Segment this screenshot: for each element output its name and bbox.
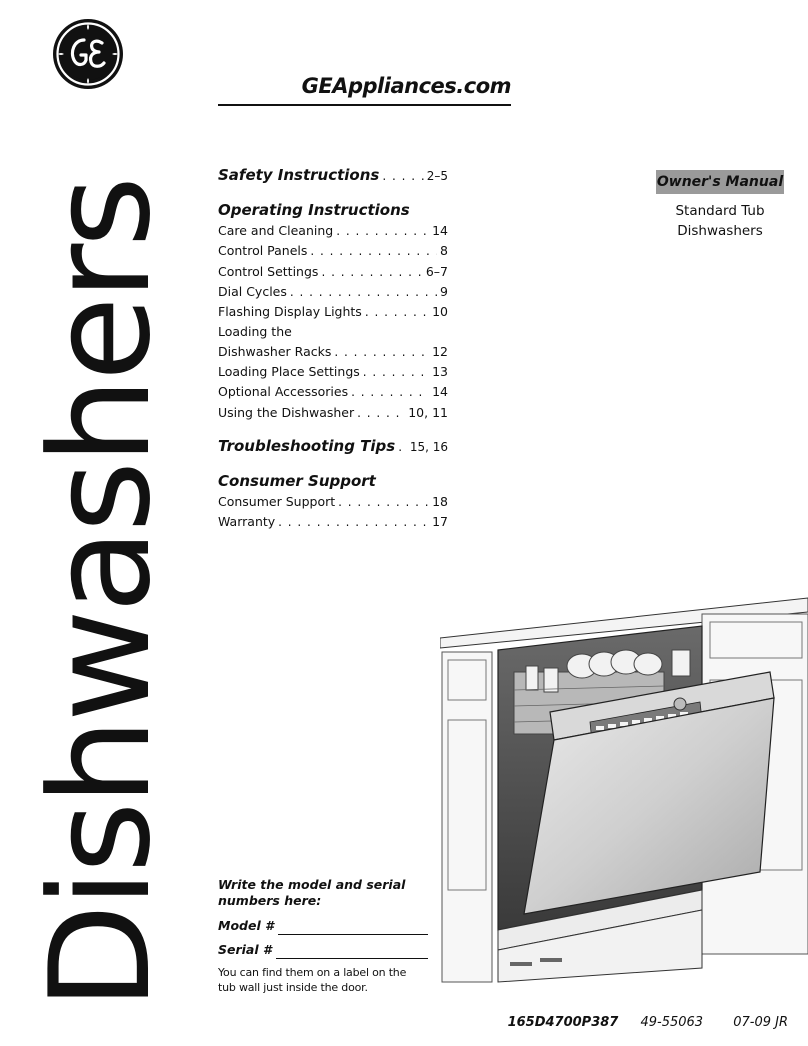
table-of-contents [218, 164, 448, 545]
toc-item-label: Warranty [218, 514, 276, 530]
toc-item[interactable] [218, 262, 448, 282]
manual-subtitle-line: Standard Tub [675, 203, 765, 219]
toc-item-label: Control Settings [218, 263, 319, 279]
toc-page-number: 12 [432, 343, 448, 359]
serial-number-field[interactable] [276, 944, 428, 959]
model-serial-record [218, 877, 428, 995]
record-note-line: You can find them on a label on the [218, 966, 407, 979]
toc-section-safety [218, 164, 448, 187]
toc-page-number: 13 [432, 364, 448, 380]
toc-item[interactable] [218, 492, 448, 512]
toc-item-label: Using the Dishwasher [218, 404, 355, 420]
toc-leader [338, 493, 429, 512]
toc-leader [363, 363, 429, 382]
toc-page-number: 10, 11 [408, 404, 448, 420]
toc-page-number: 17 [432, 514, 448, 530]
record-heading [218, 877, 428, 909]
ge-monogram-icon [52, 18, 124, 90]
toc-page-number: 9 [440, 283, 448, 299]
toc-item[interactable] [218, 512, 448, 532]
toc-item[interactable] [218, 221, 448, 241]
publication-number: 49-55063 [640, 1015, 704, 1030]
toc-page-number: 15, 16 [409, 439, 448, 454]
toc-page-number: 14 [432, 384, 448, 400]
toc-section-troubleshooting [218, 435, 448, 458]
toc-leader [334, 343, 429, 362]
model-number-field[interactable] [278, 920, 428, 935]
toc-item[interactable] [218, 362, 448, 382]
model-number-label: Model # [218, 918, 274, 933]
toc-section-operating [218, 199, 448, 423]
record-note-line: tub wall just inside the door. [218, 981, 368, 994]
toc-item-label: Consumer Support [218, 493, 336, 509]
document-title: Dishwashers [20, 179, 181, 1010]
header-rule [218, 104, 511, 106]
record-note [218, 965, 428, 995]
toc-leader [382, 165, 423, 187]
toc-leader [321, 263, 422, 282]
toc-leader [351, 383, 429, 402]
toc-item-label: Dial Cycles [218, 283, 287, 299]
toc-item[interactable] [218, 302, 448, 322]
footer-codes [508, 1015, 788, 1030]
toc-item-label-continued[interactable]: Loading the [218, 324, 292, 340]
toc-leader [398, 436, 407, 458]
toc-page-number: 2–5 [426, 169, 448, 183]
toc-leader [290, 283, 437, 302]
toc-leader [357, 404, 405, 423]
toc-item[interactable] [218, 282, 448, 302]
toc-page-number: 10 [432, 304, 448, 320]
toc-heading-consumer[interactable] [218, 470, 448, 492]
toc-heading-text: Consumer Support [218, 471, 376, 490]
toc-leader [365, 303, 429, 322]
toc-leader [310, 242, 437, 261]
owners-manual-badge: Owner's Manual [656, 170, 784, 194]
toc-page-number: 18 [432, 493, 448, 509]
date-code: 07-09 JR [733, 1015, 788, 1030]
toc-item-label: Care and Cleaning [218, 223, 334, 238]
toc-section-consumer [218, 470, 448, 533]
toc-item[interactable] [218, 241, 448, 261]
manual-subtitle [640, 201, 800, 241]
toc-heading-safety[interactable] [218, 164, 448, 187]
toc-item-label: Dishwasher Racks [218, 343, 332, 359]
serial-number-label: Serial # [218, 942, 272, 957]
toc-item-label: Control Panels [218, 243, 308, 259]
toc-item-label: Optional Accessories [218, 384, 349, 400]
dishwasher-illustration [440, 590, 808, 990]
toc-heading-operating[interactable] [218, 199, 448, 221]
toc-heading-troubleshooting[interactable] [218, 435, 448, 458]
part-number: 165D4700P387 [507, 1015, 619, 1030]
record-heading-line: numbers here: [218, 893, 322, 908]
toc-item-label: Flashing Display Lights [218, 304, 362, 320]
toc-item[interactable] [218, 342, 448, 362]
toc-page-number: 14 [432, 223, 448, 238]
toc-item[interactable] [218, 403, 448, 423]
toc-page-number: 6–7 [425, 263, 448, 279]
manual-subtitle-line: Dishwashers [677, 223, 763, 239]
serial-number-line [218, 941, 428, 959]
toc-page-number: 8 [440, 243, 448, 259]
model-number-line [218, 917, 428, 935]
toc-leader [336, 222, 429, 241]
record-heading-line: Write the model and serial [218, 877, 406, 892]
toc-heading-text: Safety Instructions [218, 166, 380, 184]
toc-heading-text: Troubleshooting Tips [218, 436, 396, 455]
toc-item-label: Loading Place Settings [218, 364, 360, 380]
toc-heading-text: Operating Instructions [218, 201, 410, 219]
toc-leader [278, 513, 429, 532]
website-url: GEAppliances.com [301, 74, 511, 98]
toc-item[interactable] [218, 382, 448, 402]
